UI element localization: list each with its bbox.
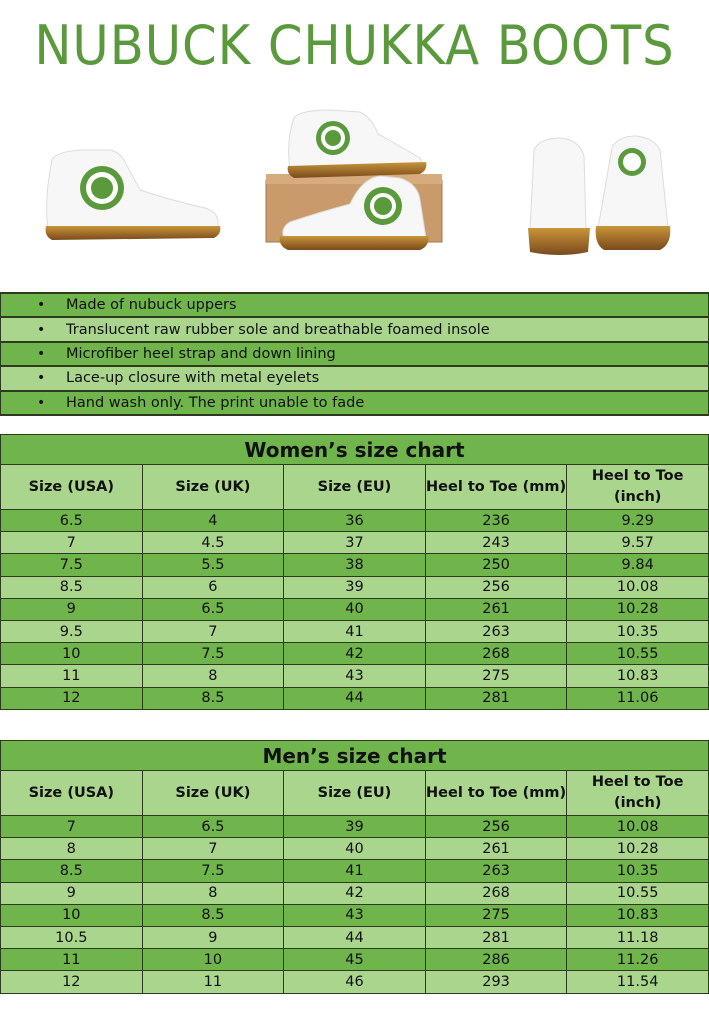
table-cell: 10.55 <box>567 882 709 904</box>
womens-size-chart <box>0 434 709 710</box>
table-cell: 8 <box>142 665 284 687</box>
feature-item: • Microfiber heel strap and down lining <box>0 343 709 367</box>
table-cell: 7.5 <box>142 860 284 882</box>
table-cell: 8 <box>1 838 143 860</box>
table-cell: 6.5 <box>142 598 284 620</box>
feature-item: • Lace-up closure with metal eyelets <box>0 367 709 391</box>
table-cell: 275 <box>425 665 567 687</box>
table-cell: 7 <box>1 816 143 838</box>
table-cell: 12 <box>1 971 143 993</box>
table-row <box>1 838 709 860</box>
col-size-uk: Size (UK) <box>142 771 284 816</box>
table-cell: 11 <box>1 949 143 971</box>
table-row <box>1 926 709 948</box>
table-cell: 9.5 <box>1 620 143 642</box>
product-images <box>0 100 709 280</box>
table-row <box>1 816 709 838</box>
table-cell: 9 <box>1 882 143 904</box>
table-cell: 256 <box>425 816 567 838</box>
table-cell: 9 <box>142 926 284 948</box>
table-cell: 263 <box>425 620 567 642</box>
table-cell: 293 <box>425 971 567 993</box>
table-cell: 11.26 <box>567 949 709 971</box>
col-heel-toe-mm: Heel to Toe (mm) <box>425 465 567 510</box>
table-cell: 286 <box>425 949 567 971</box>
table-cell: 7.5 <box>1 554 143 576</box>
table-cell: 39 <box>284 576 426 598</box>
col-heel-toe-inch: Heel to Toe (inch) <box>567 771 709 816</box>
table-cell: 5.5 <box>142 554 284 576</box>
table-cell: 7 <box>142 838 284 860</box>
table-cell: 8.5 <box>1 576 143 598</box>
table-cell: 7.5 <box>142 643 284 665</box>
feature-item: • Translucent raw rubber sole and breathable foamed insole <box>0 318 709 342</box>
table-cell: 4 <box>142 510 284 532</box>
table-cell: 46 <box>284 971 426 993</box>
table-row <box>1 860 709 882</box>
table-cell: 281 <box>425 687 567 709</box>
table-cell: 8.5 <box>142 904 284 926</box>
col-size-eu: Size (EU) <box>284 771 426 816</box>
table-cell: 6.5 <box>1 510 143 532</box>
col-heel-toe-inch: Heel to Toe (inch) <box>567 465 709 510</box>
table-cell: 261 <box>425 838 567 860</box>
table-cell: 39 <box>284 816 426 838</box>
table-cell: 11.54 <box>567 971 709 993</box>
table-cell: 243 <box>425 532 567 554</box>
table-cell: 11 <box>1 665 143 687</box>
table-cell: 6 <box>142 576 284 598</box>
table-cell: 10 <box>142 949 284 971</box>
table-cell: 10.83 <box>567 665 709 687</box>
table-cell: 10.08 <box>567 816 709 838</box>
mens-chart-title: Men’s size chart <box>1 741 709 771</box>
table-cell: 10.55 <box>567 643 709 665</box>
table-row <box>1 643 709 665</box>
table-cell: 12 <box>1 687 143 709</box>
table-cell: 45 <box>284 949 426 971</box>
col-size-eu: Size (EU) <box>284 465 426 510</box>
table-cell: 42 <box>284 882 426 904</box>
table-cell: 9.57 <box>567 532 709 554</box>
table-cell: 7 <box>142 620 284 642</box>
table-cell: 256 <box>425 576 567 598</box>
table-cell: 8.5 <box>1 860 143 882</box>
page-title: NUBUCK CHUKKA BOOTS <box>34 14 675 77</box>
table-cell: 4.5 <box>142 532 284 554</box>
table-cell: 8 <box>142 882 284 904</box>
mens-size-chart <box>0 740 709 994</box>
table-cell: 268 <box>425 643 567 665</box>
table-cell: 10 <box>1 643 143 665</box>
table-cell: 10 <box>1 904 143 926</box>
table-cell: 263 <box>425 860 567 882</box>
table-row <box>1 576 709 598</box>
table-cell: 11 <box>142 971 284 993</box>
table-cell: 10.83 <box>567 904 709 926</box>
table-cell: 9.29 <box>567 510 709 532</box>
table-cell: 10.28 <box>567 598 709 620</box>
table-cell: 38 <box>284 554 426 576</box>
table-row <box>1 882 709 904</box>
table-cell: 43 <box>284 904 426 926</box>
table-row <box>1 554 709 576</box>
table-cell: 43 <box>284 665 426 687</box>
table-cell: 40 <box>284 838 426 860</box>
table-cell: 236 <box>425 510 567 532</box>
table-row <box>1 510 709 532</box>
table-cell: 268 <box>425 882 567 904</box>
table-cell: 41 <box>284 860 426 882</box>
boot-side-view <box>46 150 221 240</box>
table-cell: 261 <box>425 598 567 620</box>
table-cell: 6.5 <box>142 816 284 838</box>
table-row <box>1 598 709 620</box>
table-cell: 250 <box>425 554 567 576</box>
table-cell: 10.35 <box>567 620 709 642</box>
table-cell: 7 <box>1 532 143 554</box>
features-list <box>0 292 709 416</box>
womens-chart-title: Women’s size chart <box>1 435 709 465</box>
table-cell: 10.08 <box>567 576 709 598</box>
boot-front-back-view <box>528 136 670 255</box>
table-row <box>1 971 709 993</box>
col-size-uk: Size (UK) <box>142 465 284 510</box>
table-row <box>1 687 709 709</box>
table-cell: 10.35 <box>567 860 709 882</box>
table-cell: 9.84 <box>567 554 709 576</box>
table-cell: 275 <box>425 904 567 926</box>
table-cell: 8.5 <box>142 687 284 709</box>
col-size-usa: Size (USA) <box>1 465 143 510</box>
table-row <box>1 665 709 687</box>
table-cell: 42 <box>284 643 426 665</box>
table-row <box>1 620 709 642</box>
table-cell: 44 <box>284 926 426 948</box>
table-cell: 11.06 <box>567 687 709 709</box>
table-cell: 36 <box>284 510 426 532</box>
table-cell: 10.5 <box>1 926 143 948</box>
feature-item: • Made of nubuck uppers <box>0 294 709 318</box>
table-cell: 37 <box>284 532 426 554</box>
table-row <box>1 904 709 926</box>
table-row <box>1 532 709 554</box>
feature-item: • Hand wash only. The print unable to fade <box>0 392 709 416</box>
table-cell: 9 <box>1 598 143 620</box>
table-cell: 44 <box>284 687 426 709</box>
col-size-usa: Size (USA) <box>1 771 143 816</box>
table-cell: 40 <box>284 598 426 620</box>
table-cell: 11.18 <box>567 926 709 948</box>
table-row <box>1 949 709 971</box>
table-cell: 41 <box>284 620 426 642</box>
table-cell: 10.28 <box>567 838 709 860</box>
col-heel-toe-mm: Heel to Toe (mm) <box>425 771 567 816</box>
boot-with-box <box>266 110 442 250</box>
table-cell: 281 <box>425 926 567 948</box>
